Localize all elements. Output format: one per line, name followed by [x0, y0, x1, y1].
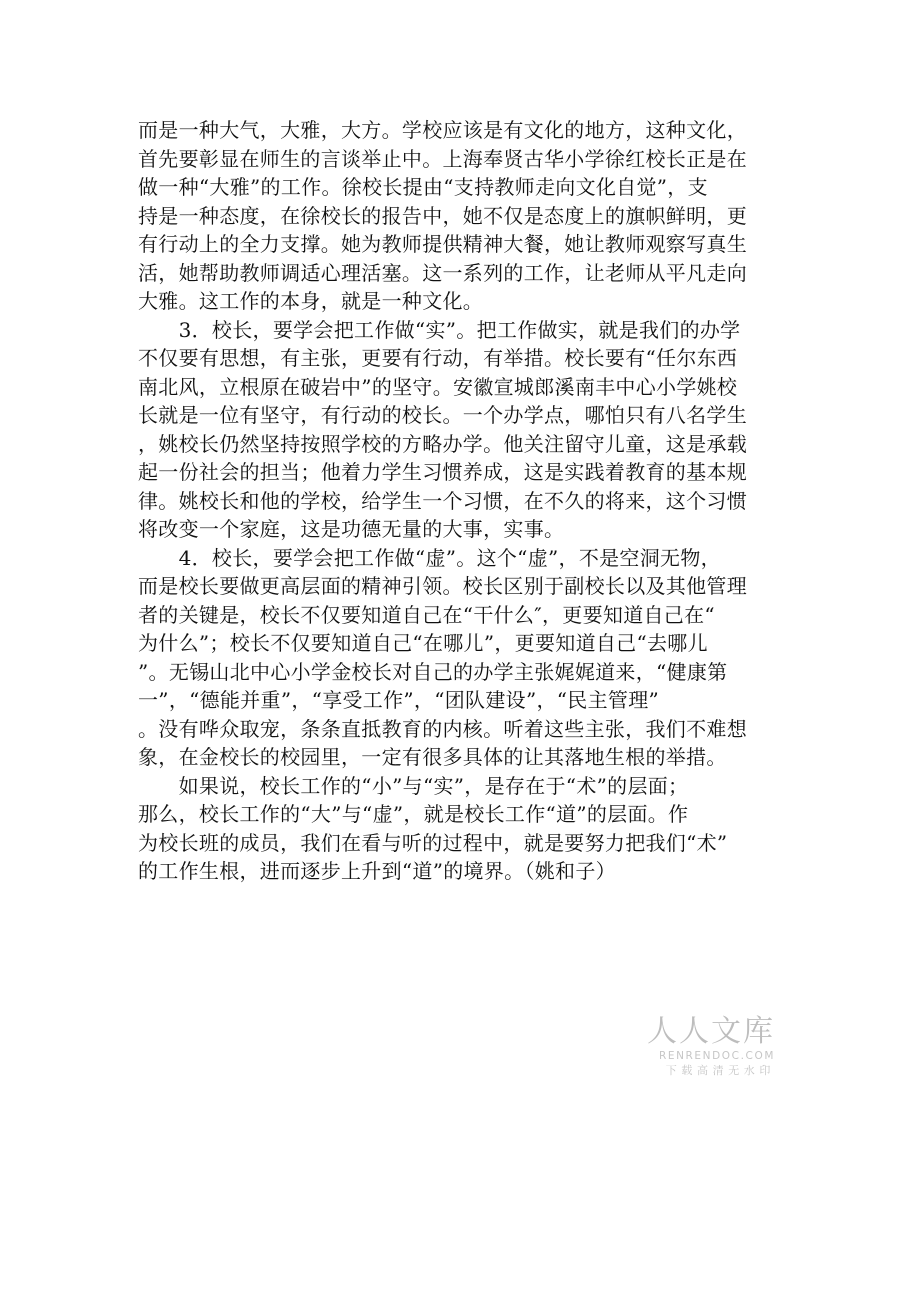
text-line: 。没有哗众取宠，条条直抵教育的内核。听着这些主张，我们不难想 — [138, 716, 747, 741]
text-line: 为什么”；校长不仅要知道自己“在哪儿”，更要知道自己“去哪儿 — [138, 631, 708, 655]
text-line: ”。无锡山北中心小学金校长对自己的办学主张娓娓道来，“健康第 — [138, 659, 728, 684]
text-line: 不仅要有思想，有主张，更要有行动，有举措。校长要有“任尔东西 — [138, 346, 738, 370]
text-line: 律。姚校长和他的学校，给学生一个习惯，在不久的将来，这个习惯 — [138, 488, 747, 513]
watermark-logo: 人人文库 — [647, 1014, 775, 1049]
text-line: 一”，“德能并重”，“享受工作”，“团队建设”，“民主管理” — [138, 688, 660, 712]
text-line: 而是校长要做更高层面的精神引领。校长区别于副校长以及其他管理 — [138, 574, 747, 598]
text-line: 的工作生根，进而逐步上升到“道”的境界。（姚和子） — [138, 859, 616, 883]
watermark-slogan: 下载高清无水印 — [665, 1064, 775, 1077]
text-line: 做一种“大雅”的工作。徐校长提由“支持教师走向文化自觉”，支 — [138, 175, 708, 199]
text-line: 者的关键是，校长不仅要知道自己在“干什么″，更要知道自己在“ — [138, 602, 715, 627]
text-line: 大雅。这工作的本身，就是一种文化。 — [138, 289, 484, 313]
document-body — [138, 116, 784, 886]
text-line: 象，在金校长的校园里，一定有很多具体的让其落地生根的举措。 — [138, 745, 727, 769]
conclusion-paragraph-start: 如果说，校长工作的“小”与“实”，是存在于“术”的层面； — [138, 773, 689, 798]
text-line: 南北风，立根原在破岩中”的坚守。安徽宣城郎溪南丰中心小学姚校 — [138, 374, 738, 399]
text-line: ，姚校长仍然坚持按照学校的方略办学。他关注留守儿童，这是承载 — [138, 431, 747, 456]
paragraph-4-start: 4．校长，要学会把工作做“虚”。这个“虚”，不是空洞无物， — [138, 545, 721, 570]
text-line: 首先要彰显在师生的言谈举止中。上海奉贤古华小学徐红校长正是在 — [138, 146, 747, 171]
text-line: 起一份社会的担当；他着力学生习惯养成，这是实践着教育的基本规 — [138, 460, 747, 484]
text-line: 活，她帮助教师调适心理活塞。这一系列的工作，让老师从平凡走向 — [138, 260, 747, 285]
text-line: 那么，校长工作的“大”与“虚”，就是校长工作“道”的层面。作 — [138, 802, 689, 826]
text-line: 有行动上的全力支撑。她为教师提供精神大餐，她让教师观察写真生 — [138, 232, 747, 256]
text-line: 为校长班的成员，我们在看与听的过程中，就是要努力把我们“术” — [138, 830, 728, 855]
text-line: 持是一种态度，在徐校长的报告中，她不仅是态度上的旗帜鲜明，更 — [138, 203, 747, 228]
text-line: 将改变一个家庭，这是功德无量的大事，实事。 — [138, 517, 565, 541]
watermark-domain: RENRENDOC.COM — [658, 1050, 775, 1062]
text-line: 而是一种大气，大雅，大方。学校应该是有文化的地方，这种文化， — [138, 118, 747, 142]
text-line: 长就是一位有坚守，有行动的校长。一个办学点，哪怕只有八名学生 — [138, 403, 747, 427]
paragraph-3-start: 3．校长，要学会把工作做“实”。把工作做实，就是我们的办学 — [138, 317, 741, 342]
watermark — [640, 1015, 775, 1079]
